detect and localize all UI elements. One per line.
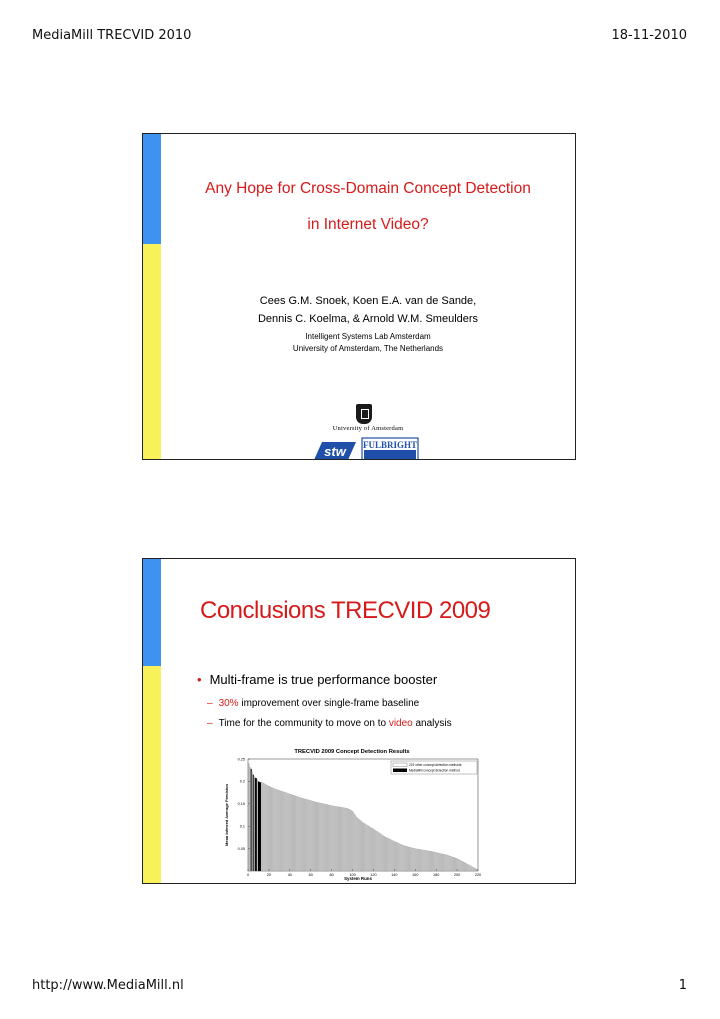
dash-icon: – bbox=[207, 698, 213, 709]
stw-logo bbox=[314, 442, 356, 460]
bar-other bbox=[397, 843, 398, 871]
slide-2-title: Conclusions TRECVID 2009 bbox=[200, 597, 491, 624]
bar-other bbox=[320, 803, 321, 871]
bar-other bbox=[439, 853, 440, 871]
bar-other bbox=[327, 805, 328, 871]
bar-other bbox=[319, 803, 320, 871]
bar-other bbox=[410, 847, 411, 871]
bar-other bbox=[272, 788, 273, 871]
header-date: 18-11-2010 bbox=[611, 28, 687, 43]
chart-title: TRECVID 2009 Concept Detection Results bbox=[294, 749, 410, 755]
bar-other bbox=[444, 854, 445, 871]
bar-other bbox=[443, 854, 444, 871]
bar-other bbox=[318, 802, 319, 871]
bar-other bbox=[355, 816, 356, 871]
bar-other bbox=[299, 797, 300, 871]
bar-other bbox=[401, 845, 402, 871]
page-number: 1 bbox=[678, 978, 687, 993]
bar-other bbox=[283, 792, 284, 871]
bar-other bbox=[398, 843, 399, 871]
bar-other bbox=[366, 825, 367, 872]
bar-other bbox=[292, 795, 293, 871]
bar-other bbox=[406, 846, 407, 871]
bar-other bbox=[284, 792, 285, 871]
bar-other bbox=[385, 837, 386, 871]
x-tick-label: 60 bbox=[308, 873, 313, 877]
bar-other bbox=[462, 861, 463, 871]
bar-other bbox=[286, 793, 287, 871]
bar-other bbox=[323, 804, 324, 871]
bar-other bbox=[298, 797, 299, 871]
bar-other bbox=[384, 837, 385, 871]
bar-other bbox=[448, 856, 449, 871]
bar-other bbox=[277, 790, 278, 871]
bar-other bbox=[351, 810, 352, 871]
bar-other bbox=[452, 857, 453, 871]
bar-other bbox=[467, 864, 468, 871]
affiliation bbox=[161, 331, 575, 355]
bar-other bbox=[476, 869, 477, 871]
x-tick-label: 0 bbox=[246, 873, 250, 877]
bar-other bbox=[433, 852, 434, 871]
bar-other bbox=[396, 842, 397, 871]
bar-other bbox=[368, 826, 369, 871]
x-tick-label: 220 bbox=[474, 873, 482, 877]
bar-other bbox=[359, 820, 360, 871]
bar-other bbox=[393, 841, 394, 871]
bullet-item bbox=[197, 672, 437, 687]
bar-other bbox=[353, 813, 354, 871]
bar-other bbox=[437, 853, 438, 871]
bar-other bbox=[342, 807, 343, 871]
bar-other bbox=[400, 844, 401, 871]
bar-other bbox=[403, 845, 404, 871]
sub-bullet-1-text: improvement over single-frame baseline bbox=[238, 698, 420, 709]
bar-other bbox=[321, 803, 322, 871]
bar-other bbox=[301, 798, 302, 871]
accent-bar-yellow bbox=[143, 666, 161, 883]
bar-other bbox=[473, 868, 474, 871]
bar-other bbox=[302, 798, 303, 871]
bar-other bbox=[330, 805, 331, 871]
bar-other bbox=[435, 852, 436, 871]
bar-other bbox=[328, 805, 329, 871]
bar-other bbox=[394, 841, 395, 871]
bar-other bbox=[296, 796, 297, 871]
slide-1-title-line-1: Any Hope for Cross-Domain Concept Detection bbox=[205, 180, 531, 197]
highlight-30-percent: 30% bbox=[218, 698, 239, 709]
bar-other bbox=[475, 869, 476, 871]
chart-legend bbox=[391, 761, 477, 774]
bar-other bbox=[270, 787, 271, 871]
bar-other bbox=[436, 852, 437, 871]
bar-other bbox=[293, 795, 294, 871]
bar-other bbox=[421, 850, 422, 871]
bar-other bbox=[361, 822, 362, 871]
bar-other bbox=[276, 789, 277, 871]
bar-other bbox=[425, 850, 426, 871]
bar-other bbox=[252, 772, 253, 871]
sub-bullet-2-post: analysis bbox=[412, 718, 452, 729]
bar-other bbox=[287, 793, 288, 871]
bar-other bbox=[308, 800, 309, 871]
bar-other bbox=[265, 784, 266, 871]
bar-other bbox=[450, 856, 451, 871]
x-tick-label: 200 bbox=[453, 873, 461, 877]
bar-other bbox=[339, 807, 340, 871]
header-left: MediaMill TRECVID 2010 bbox=[32, 28, 192, 43]
bar-other bbox=[377, 832, 378, 871]
bar-other bbox=[371, 828, 372, 871]
bar-other bbox=[376, 831, 377, 871]
bar-other bbox=[289, 794, 290, 871]
slide-2 bbox=[142, 558, 576, 884]
bar-other bbox=[325, 804, 326, 871]
bar-other bbox=[269, 787, 270, 871]
bar-mediamill bbox=[258, 781, 259, 871]
bar-other bbox=[362, 823, 363, 871]
slide-1 bbox=[142, 133, 576, 460]
bar-other bbox=[274, 789, 275, 871]
bar-other bbox=[306, 799, 307, 871]
bar-other bbox=[316, 802, 317, 871]
bar-other bbox=[447, 855, 448, 871]
bar-other bbox=[305, 799, 306, 871]
bar-other bbox=[304, 799, 305, 871]
bar-other bbox=[402, 845, 403, 871]
bar-other bbox=[390, 839, 391, 871]
bar-other bbox=[300, 798, 301, 871]
bar-other bbox=[370, 827, 371, 871]
authors-line-1: Cees G.M. Snoek, Koen E.A. van de Sande, bbox=[259, 295, 477, 307]
bar-other bbox=[413, 848, 414, 871]
uva-seal-icon bbox=[356, 404, 372, 424]
y-tick-label: 0.1 bbox=[239, 824, 245, 829]
bar-other bbox=[465, 863, 466, 871]
bar-other bbox=[324, 804, 325, 871]
authors-line-2: Dennis C. Koelma, & Arnold W.M. Smeulders bbox=[257, 313, 479, 325]
bar-other bbox=[423, 850, 424, 871]
bar-other bbox=[458, 859, 459, 871]
x-tick-label: 20 bbox=[266, 873, 272, 877]
bar-other bbox=[408, 847, 409, 871]
bar-other bbox=[279, 790, 280, 871]
bar-other bbox=[354, 814, 355, 871]
bar-other bbox=[399, 844, 400, 871]
bar-other bbox=[307, 800, 308, 871]
bar-other bbox=[356, 817, 357, 871]
x-tick-label: 80 bbox=[329, 873, 334, 877]
bar-other bbox=[264, 784, 265, 871]
bar-other bbox=[381, 835, 382, 871]
y-tick-label: 0.25 bbox=[237, 757, 245, 762]
bar-other bbox=[470, 866, 471, 871]
bullet-dot-icon: • bbox=[197, 672, 202, 687]
bar-other bbox=[263, 783, 264, 871]
bar-other bbox=[453, 857, 454, 871]
bar-other bbox=[414, 848, 415, 871]
bar-other bbox=[345, 808, 346, 871]
bar-other bbox=[461, 861, 462, 871]
bar-other bbox=[347, 808, 348, 871]
x-tick-label: 160 bbox=[412, 873, 419, 877]
bar-other bbox=[335, 806, 336, 871]
concept-detection-chart bbox=[221, 745, 483, 881]
bar-other bbox=[427, 851, 428, 871]
bar-other bbox=[419, 849, 420, 871]
bar-other bbox=[474, 868, 475, 871]
bar-other bbox=[333, 806, 334, 871]
authors bbox=[161, 292, 575, 328]
legend-label-other: 219 other concept detection methods bbox=[409, 763, 462, 767]
bar-other bbox=[404, 846, 405, 871]
sub-bullet-2 bbox=[207, 718, 452, 729]
bar-other bbox=[365, 824, 366, 871]
accent-bar-yellow bbox=[143, 244, 161, 459]
bar-other bbox=[346, 808, 347, 871]
bar-other bbox=[334, 806, 335, 871]
bar-other bbox=[281, 791, 282, 871]
bar-other bbox=[430, 851, 431, 871]
bar-other bbox=[288, 794, 289, 871]
bar-other bbox=[338, 807, 339, 871]
bar-other bbox=[445, 855, 446, 871]
bar-other bbox=[380, 834, 381, 871]
bar-other bbox=[364, 823, 365, 871]
bar-mediamill bbox=[255, 778, 256, 871]
bar-other bbox=[343, 808, 344, 871]
bar-other bbox=[267, 786, 268, 872]
bar-other bbox=[331, 806, 332, 871]
bar-other bbox=[332, 806, 333, 871]
bar-other bbox=[352, 811, 353, 871]
stw-logo-text: stw bbox=[324, 444, 346, 459]
sponsor-logos bbox=[312, 436, 420, 460]
dash-icon: – bbox=[207, 718, 213, 729]
bar-other bbox=[416, 849, 417, 871]
legend-label-mediamill: MediaMill concept detection method bbox=[409, 768, 460, 773]
bar-other bbox=[382, 835, 383, 871]
bar-other bbox=[460, 860, 461, 871]
bar-other bbox=[291, 795, 292, 871]
bar-other bbox=[463, 862, 464, 871]
bar-mediamill bbox=[259, 782, 260, 871]
bar-other bbox=[250, 767, 251, 871]
bar-other bbox=[375, 830, 376, 871]
bar-other bbox=[372, 828, 373, 871]
bar-other bbox=[471, 867, 472, 871]
accent-bar-blue bbox=[143, 559, 161, 666]
bar-other bbox=[451, 857, 452, 871]
bar-other bbox=[422, 850, 423, 871]
bar-other bbox=[285, 793, 286, 871]
bar-other bbox=[254, 776, 255, 871]
bar-other bbox=[313, 801, 314, 871]
bar-other bbox=[468, 865, 469, 871]
bar-other bbox=[469, 865, 470, 871]
y-axis-label: Mean Inferred Average Precision bbox=[224, 784, 229, 846]
bar-other bbox=[472, 867, 473, 871]
bar-other bbox=[459, 860, 460, 871]
bar-other bbox=[314, 802, 315, 871]
bar-other bbox=[431, 852, 432, 871]
bar-other bbox=[412, 848, 413, 871]
bar-other bbox=[326, 804, 327, 871]
bar-other bbox=[348, 809, 349, 871]
bar-other bbox=[378, 832, 379, 871]
bar-other bbox=[367, 825, 368, 871]
bar-other bbox=[411, 848, 412, 871]
x-tick-label: 180 bbox=[433, 873, 440, 877]
y-tick-label: 0.2 bbox=[239, 779, 245, 784]
bar-other bbox=[407, 847, 408, 871]
bar-other bbox=[350, 810, 351, 871]
bar-other bbox=[275, 789, 276, 871]
bar-other bbox=[389, 839, 390, 871]
accent-bar-blue bbox=[143, 134, 161, 244]
bar-other bbox=[373, 829, 374, 871]
bar-other bbox=[405, 846, 406, 871]
bar-other bbox=[257, 780, 258, 871]
x-tick-label: 100 bbox=[349, 873, 356, 877]
bar-other bbox=[392, 840, 393, 871]
bar-other bbox=[329, 805, 330, 871]
bar-other bbox=[418, 849, 419, 871]
affiliation-line-1: Intelligent Systems Lab Amsterdam bbox=[305, 332, 431, 341]
bar-other bbox=[466, 864, 467, 871]
bar-other bbox=[322, 803, 323, 871]
uva-logo-text: University of Amsterdam bbox=[332, 425, 404, 432]
bar-other bbox=[336, 806, 337, 871]
bar-other bbox=[424, 850, 425, 871]
legend-swatch-mediamill bbox=[393, 769, 407, 773]
bar-other bbox=[273, 788, 274, 871]
bar-other bbox=[446, 855, 447, 871]
y-tick-label: 0.15 bbox=[237, 802, 245, 807]
bar-other bbox=[438, 853, 439, 871]
bar-other bbox=[309, 800, 310, 871]
legend-swatch-other bbox=[393, 763, 407, 767]
bar-other bbox=[415, 849, 416, 871]
bar-other bbox=[383, 836, 384, 871]
bar-other bbox=[387, 838, 388, 871]
bar-other bbox=[261, 782, 262, 871]
bar-other bbox=[344, 808, 345, 871]
bar-other bbox=[379, 833, 380, 871]
bar-other bbox=[429, 851, 430, 871]
bar-other bbox=[268, 786, 269, 871]
bar-other bbox=[374, 830, 375, 871]
bar-other bbox=[369, 826, 370, 871]
bar-other bbox=[464, 862, 465, 871]
bullet-text: Multi-frame is true performance booster bbox=[209, 672, 438, 687]
bar-other bbox=[280, 791, 281, 871]
bar-other bbox=[454, 858, 455, 871]
bar-other bbox=[358, 819, 359, 871]
bar-other bbox=[428, 851, 429, 871]
slide-1-title-line-2: in Internet Video? bbox=[307, 216, 429, 233]
bar-other bbox=[312, 801, 313, 871]
bar-other bbox=[426, 851, 427, 871]
bar-other bbox=[357, 818, 358, 871]
bar-other bbox=[266, 785, 267, 871]
bar-other bbox=[303, 798, 304, 871]
x-tick-label: 140 bbox=[391, 873, 398, 877]
bar-other bbox=[440, 853, 441, 871]
bar-other bbox=[315, 802, 316, 871]
bar-other bbox=[297, 796, 298, 871]
sub-bullet-2-pre: Time for the community to move on to bbox=[218, 718, 389, 729]
bar-other bbox=[311, 801, 312, 871]
bar-other bbox=[388, 838, 389, 871]
bar-other bbox=[262, 783, 263, 871]
bar-other bbox=[278, 790, 279, 871]
bar-other bbox=[295, 796, 296, 871]
bar-other bbox=[434, 852, 435, 871]
fulbright-logo-text: FULBRIGHT bbox=[362, 440, 418, 450]
bar-other bbox=[341, 807, 342, 871]
bar-other bbox=[310, 801, 311, 871]
bar-other bbox=[282, 791, 283, 871]
bar-other bbox=[290, 794, 291, 871]
affiliation-line-2: University of Amsterdam, The Netherlands bbox=[292, 344, 444, 353]
bar-other bbox=[337, 807, 338, 871]
x-tick-label: 40 bbox=[287, 873, 292, 877]
y-tick-label: 0.05 bbox=[237, 846, 245, 851]
bar-other bbox=[349, 809, 350, 871]
x-tick-label: 120 bbox=[370, 873, 377, 877]
fulbright-logo bbox=[362, 438, 418, 460]
highlight-video: video bbox=[388, 718, 413, 729]
bar-other bbox=[456, 858, 457, 871]
x-axis-label: System Runs bbox=[344, 876, 372, 881]
bar-other bbox=[442, 854, 443, 871]
bar-other bbox=[395, 842, 396, 871]
bar-other bbox=[441, 854, 442, 871]
bar-other bbox=[417, 849, 418, 871]
bar-other bbox=[449, 856, 450, 871]
sub-bullet-1 bbox=[207, 698, 419, 709]
bar-other bbox=[249, 763, 250, 871]
bar-other bbox=[420, 850, 421, 872]
bar-other bbox=[360, 821, 361, 871]
footer-url: http://www.MediaMill.nl bbox=[32, 978, 184, 993]
bar-other bbox=[391, 840, 392, 871]
